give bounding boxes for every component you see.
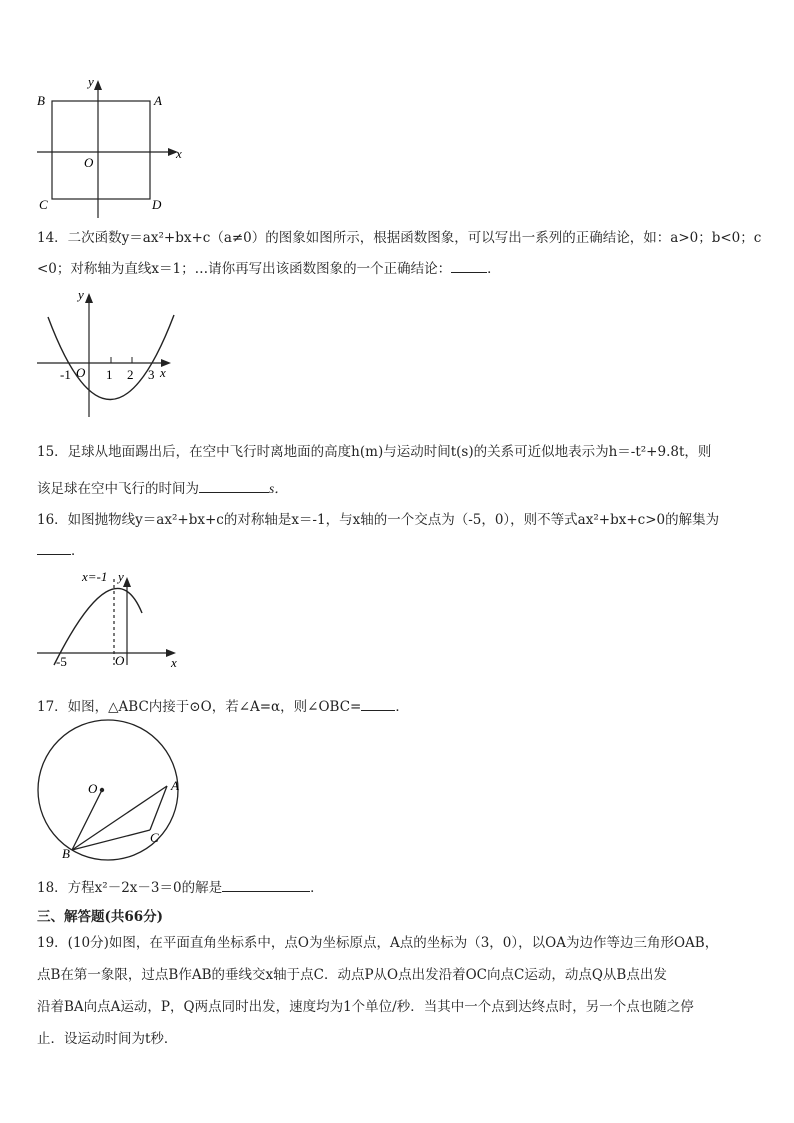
q18-answer-blank[interactable] xyxy=(222,877,310,892)
q14-line2-text: <0；对称轴为直线x＝1；…请你再写出该函数图象的一个正确结论： xyxy=(37,261,452,277)
tick-label-m1: -1 xyxy=(60,367,71,382)
label-b: B xyxy=(62,846,70,861)
y-axis-arrow xyxy=(85,293,93,303)
q15-line1: 15．足球从地面踢出后，在空中飞行时离地面的高度h(m)与运动时间t(s)的关系可近似地表示为h＝-t²+9.8t，则 xyxy=(37,444,712,460)
label-c: C xyxy=(150,830,159,845)
tick-label-m5: -5 xyxy=(56,654,67,669)
q19-line4: 止．设运动时间为t秒． xyxy=(37,1031,178,1047)
figure-circle-17 xyxy=(30,718,190,868)
q18-line xyxy=(37,877,324,898)
label-origin: O xyxy=(115,653,125,668)
q19-line2: 点B在第一象限，过点B作AB的垂线交x轴于点C．动点P从O点出发沿着OC向点C运动，动点Q从B点出发 xyxy=(37,967,667,983)
q16-line2 xyxy=(37,540,85,561)
figure-parabola-14 xyxy=(30,285,190,425)
figure-square-axes xyxy=(30,72,200,222)
q17-answer-blank[interactable] xyxy=(361,696,395,711)
q15-line2-end: s． xyxy=(269,481,288,496)
q16-line1: 16．如图抛物线y＝ax²+bx+c的对称轴是x＝-1，与x轴的一个交点为（-5，0），则不等式ax²+bx+c>0的解集为 xyxy=(37,512,720,528)
center-point xyxy=(100,788,104,792)
label-x: x xyxy=(176,146,182,161)
label-o: O xyxy=(88,781,98,796)
tick-label-2: 2 xyxy=(127,367,134,382)
label-x: x xyxy=(160,365,166,380)
label-origin: O xyxy=(84,155,94,170)
q14-line1: 14．二次函数y＝ax²+bx+c（a≠0）的图象如图所示，根据函数图象，可以写出一系列的正确结论，如：a>0；b<0；c xyxy=(37,230,762,246)
section-heading: 三、解答题(共66分) xyxy=(37,909,164,925)
q18-end: ． xyxy=(310,880,324,896)
label-a: A xyxy=(154,93,162,108)
label-y: y xyxy=(78,287,84,302)
label-b: B xyxy=(37,93,45,108)
q19-line1: 19．(10分)如图，在平面直角坐标系中，点O为坐标原点，A点的坐标为（3，0），以OA为边作等边三角形OAB， xyxy=(37,935,719,951)
tick-label-3: 3 xyxy=(148,367,155,382)
q15-answer-blank[interactable] xyxy=(199,478,269,493)
q14-line2-end: ． xyxy=(487,261,501,277)
q15-line2-text: 该足球在空中飞行的时间为 xyxy=(37,481,199,497)
q14-answer-blank[interactable] xyxy=(451,258,487,273)
q18-text: 18．方程x²－2x－3＝0的解是 xyxy=(37,880,223,896)
label-y: y xyxy=(88,74,94,89)
segment-ob xyxy=(72,790,102,850)
label-origin: O xyxy=(76,365,86,380)
segment-bc xyxy=(72,830,150,850)
segment-ac xyxy=(150,786,167,830)
y-axis-arrow xyxy=(94,80,102,90)
q14-line2 xyxy=(37,258,501,279)
label-a: A xyxy=(171,778,179,793)
q17-end: ． xyxy=(395,699,409,715)
y-axis-arrow xyxy=(123,577,131,587)
label-c: C xyxy=(39,197,48,212)
q15-line2 xyxy=(37,478,288,499)
q16-answer-blank[interactable] xyxy=(37,540,71,555)
symmetry-label: x=-1 xyxy=(82,569,108,584)
q16-line2-end: ． xyxy=(71,543,85,559)
figure-parabola-16 xyxy=(30,565,190,675)
q17-text: 17．如图，△ABC内接于⊙O，若∠A=α，则∠OBC= xyxy=(37,699,362,715)
square xyxy=(52,101,150,199)
label-d: D xyxy=(152,197,162,212)
label-y: y xyxy=(118,569,124,584)
label-x: x xyxy=(171,655,177,670)
q17-line xyxy=(37,696,409,717)
tick-label-1: 1 xyxy=(106,367,113,382)
q19-line3: 沿着BA向点A运动，P，Q两点同时出发，速度均为1个单位/秒．当其中一个点到达终点时，另一个点也随之停 xyxy=(37,999,694,1015)
